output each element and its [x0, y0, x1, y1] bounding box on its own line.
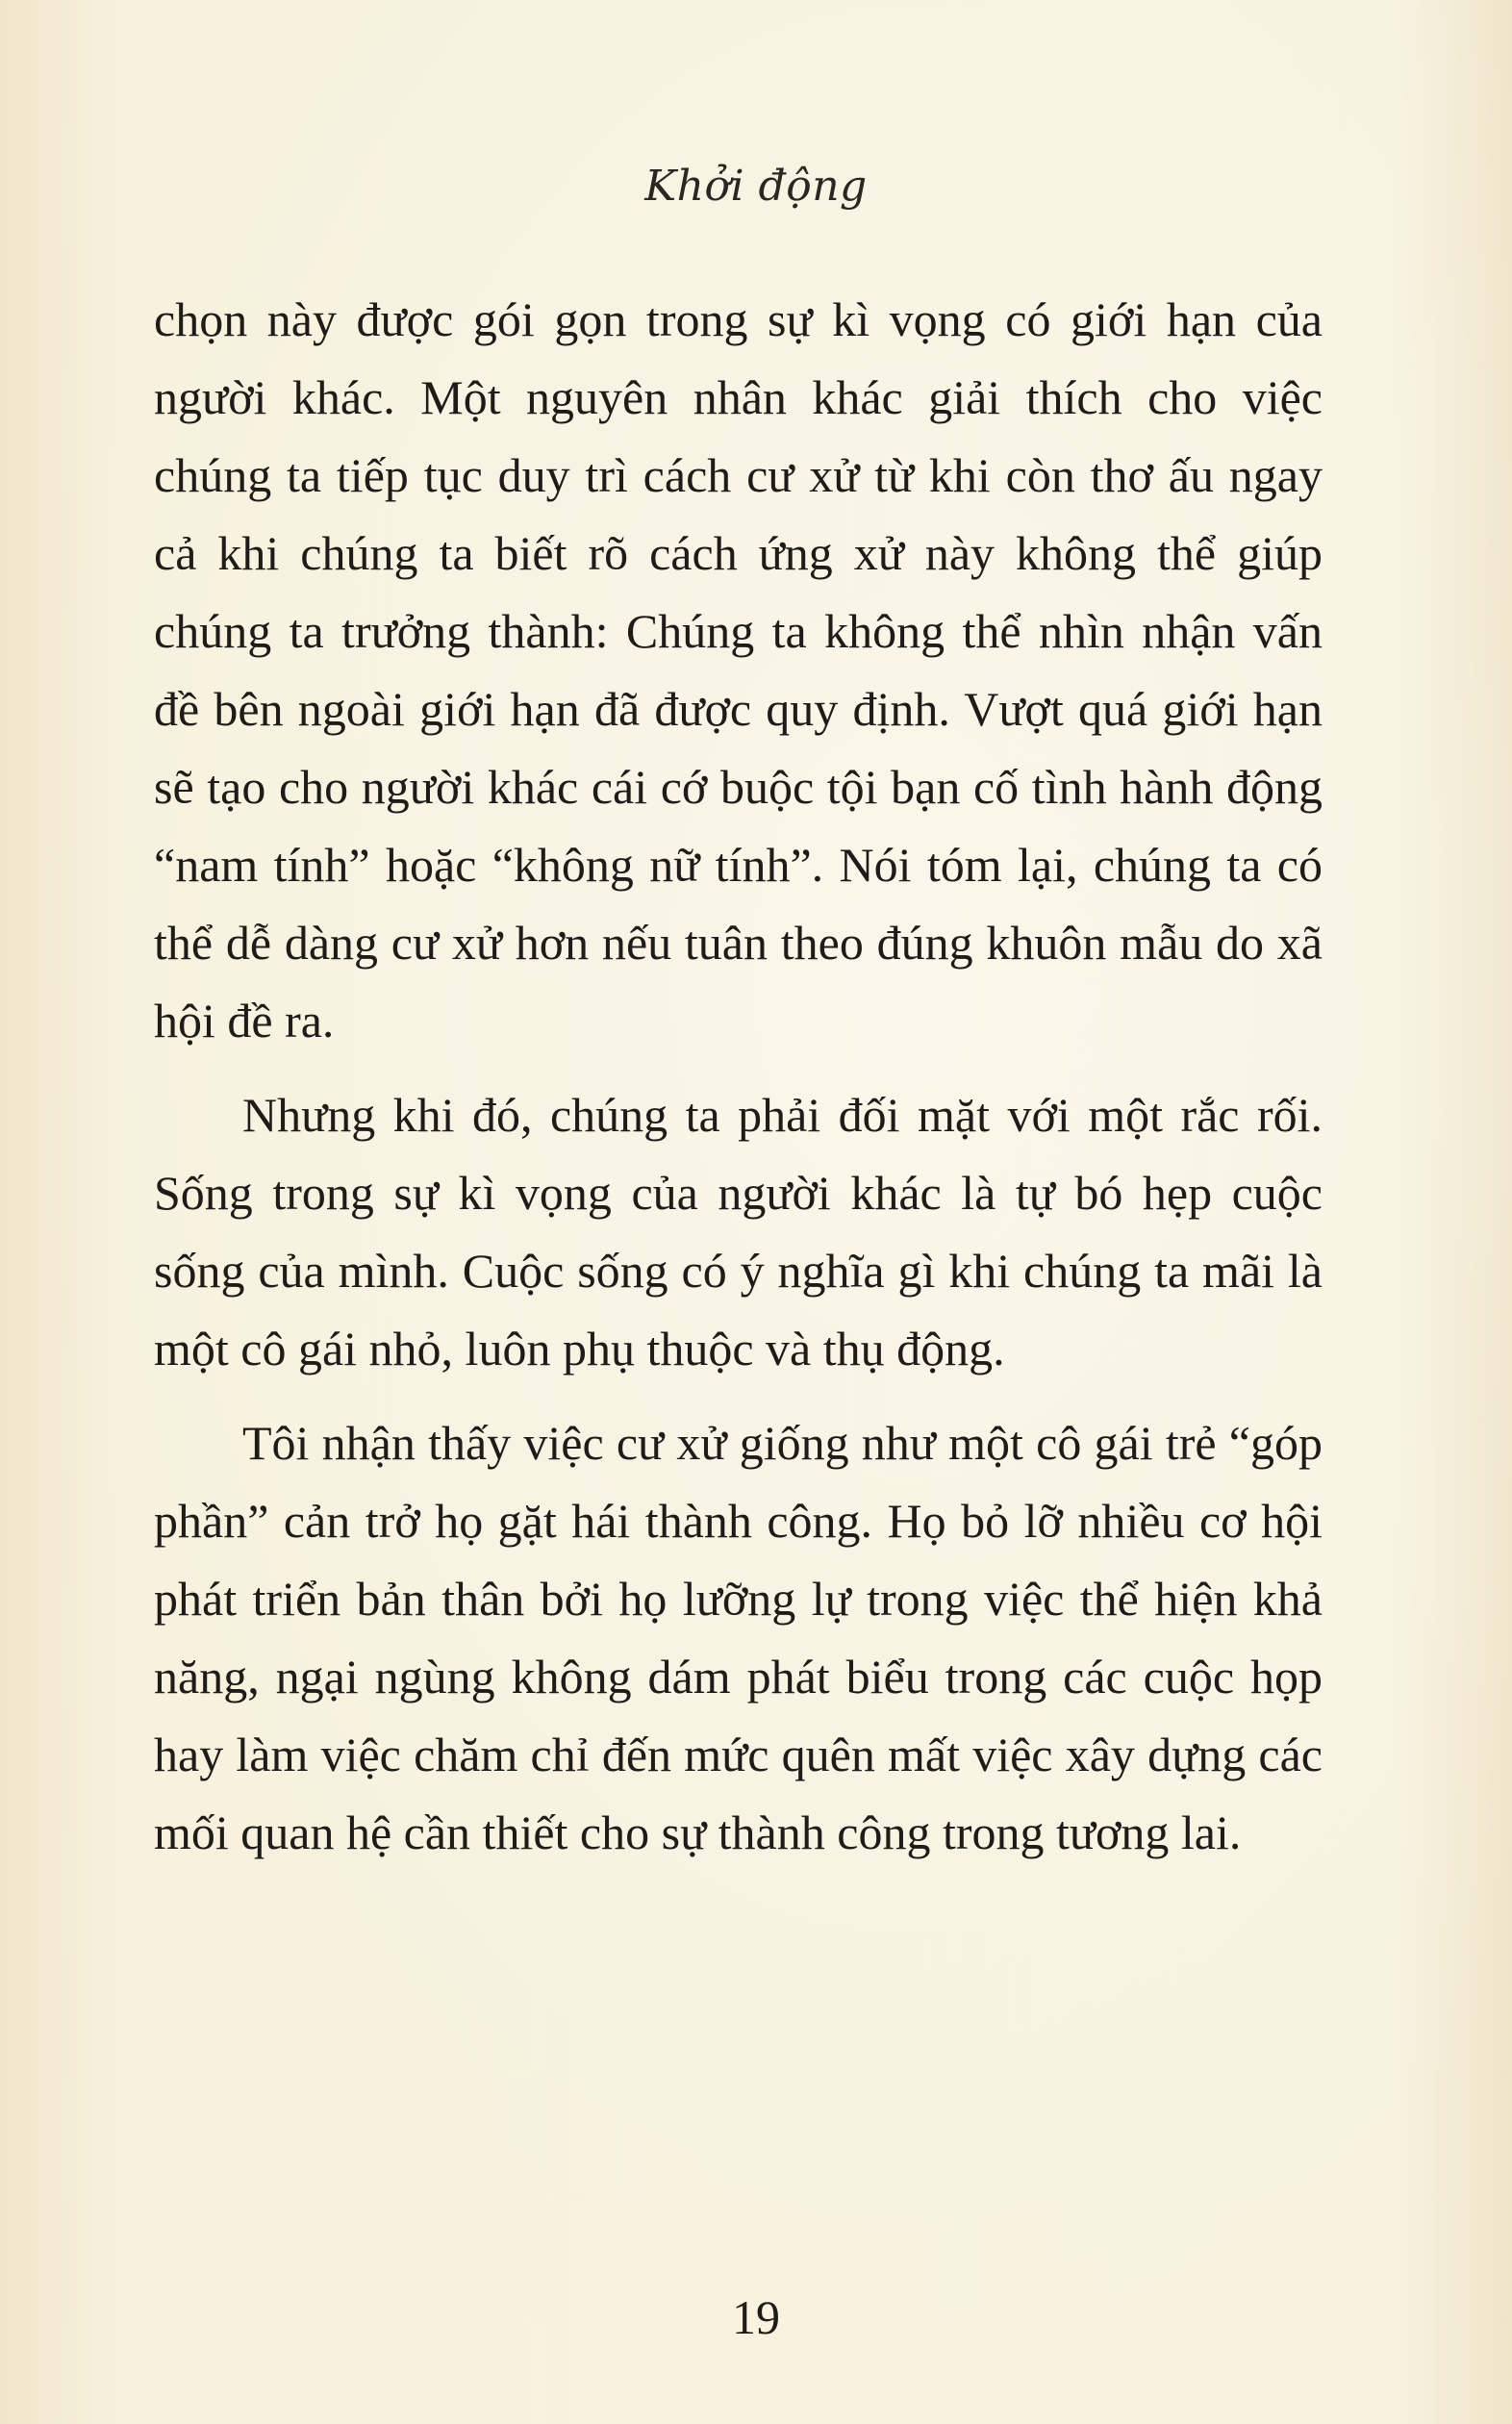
body-text	[154, 281, 1323, 1872]
paragraph-3: Tôi nhận thấy việc cư xử giống như một cô gái trẻ “góp phần” cản trở họ gặt hái thành công. Họ bỏ lỡ nhiều cơ hội phát triển bản thân bởi họ lưỡng lự trong việc thể hiện khả năng, ngại ngùng không dám phát biểu trong các cuộc họp hay làm việc chăm chỉ đến mức quên mất việc xây dựng các mối quan hệ cần thiết cho sự thành công trong tương lai.	[154, 1416, 1323, 1859]
running-head-title: Khởi động	[644, 162, 868, 211]
paragraph-2: Nhưng khi đó, chúng ta phải đối mặt với một rắc rối. Sống trong sự kì vọng của người khác là tự bó hẹp cuộc sống của mình. Cuộc sống có ý nghĩa gì khi chúng ta mãi là một cô gái nhỏ, luôn phụ thuộc và thụ động.	[154, 1088, 1323, 1376]
page-number: 19	[732, 2290, 780, 2344]
paragraph-1: chọn này được gói gọn trong sự kì vọng có giới hạn của người khác. Một nguyên nhân khác giải thích cho việc chúng ta tiếp tục duy trì cách cư xử từ khi còn thơ ấu ngay cả khi chúng ta biết rõ cách ứng xử này không thể giúp chúng ta trưởng thành: Chúng ta không thể nhìn nhận vấn đề bên ngoài giới hạn đã được quy định. Vượt quá giới hạn sẽ tạo cho người khác cái cớ buộc tội bạn cố tình hành động “nam tính” hoặc “không nữ tính”. Nói tóm lại, chúng ta có thể dễ dàng cư xử hơn nếu tuân theo đúng khuôn mẫu do xã hội đề ra.	[154, 292, 1323, 1048]
